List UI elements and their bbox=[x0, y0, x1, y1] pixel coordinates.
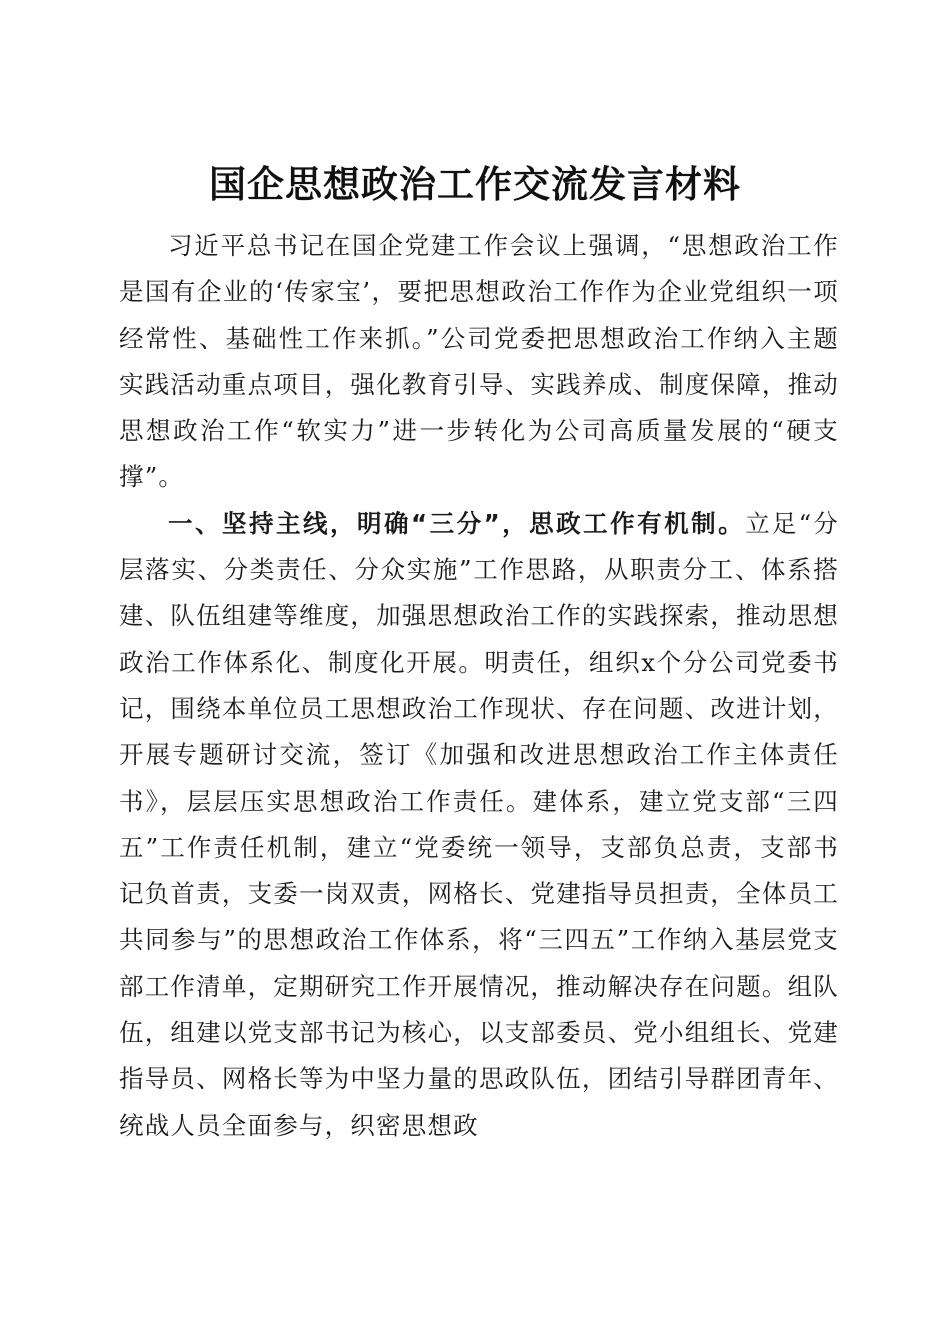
paragraph-section-one bbox=[119, 501, 839, 1149]
paragraph-intro bbox=[119, 223, 839, 501]
section-one-text: 立足“分层落实、分类责任、分众实施”工作思路，从职责分工、体系搭建、队伍组建等维度，加强思想政治工作的实践探索，推动思想政治工作体系化、制度化开展。明责任，组织x个分公司党委书记，围绕本单位员工思想政治工作现状、存在问题、改进计划，开展专题研讨交流，签订《加强和改进思想政治工作主体责任书》，层层压实思想政治工作责任。建体系，建立党支部“三四五”工作责任机制，建立“党委统一领导，支部负总责，支部书记负首责，支委一岗双责，网格长、党建指导员担责，全体员工共同参与”的思想政治工作体系，将“三四五”工作纳入基层党支部工作清单，定期研究工作开展情况，推动解决存在问题。组队伍，组建以党支部书记为核心，以支部委员、党小组组长、党建指导员、网格长等为中坚力量的思政队伍，团结引导群团青年、统战人员全面参与，织密思想政 bbox=[119, 508, 840, 1140]
document-title: 国企思想政治工作交流发言材料 bbox=[209, 161, 741, 206]
section-one-heading: 一、坚持主线，明确“三分”，思政工作有机制。 bbox=[168, 508, 746, 538]
paragraph-intro-text: 习近平总书记在国企党建工作会议上强调，“思想政治工作是国有企业的‘传家宝’，要把思想政治工作作为企业党组织一项经常性、基础性工作来抓。”公司党委把思想政治工作纳入主题实践活动重点项目，强化教育引导、实践养成、制度保障，推动思想政治工作“软实力”进一步转化为公司高质量发展的“硬支撑”。 bbox=[119, 231, 839, 492]
document-body bbox=[119, 223, 839, 1149]
